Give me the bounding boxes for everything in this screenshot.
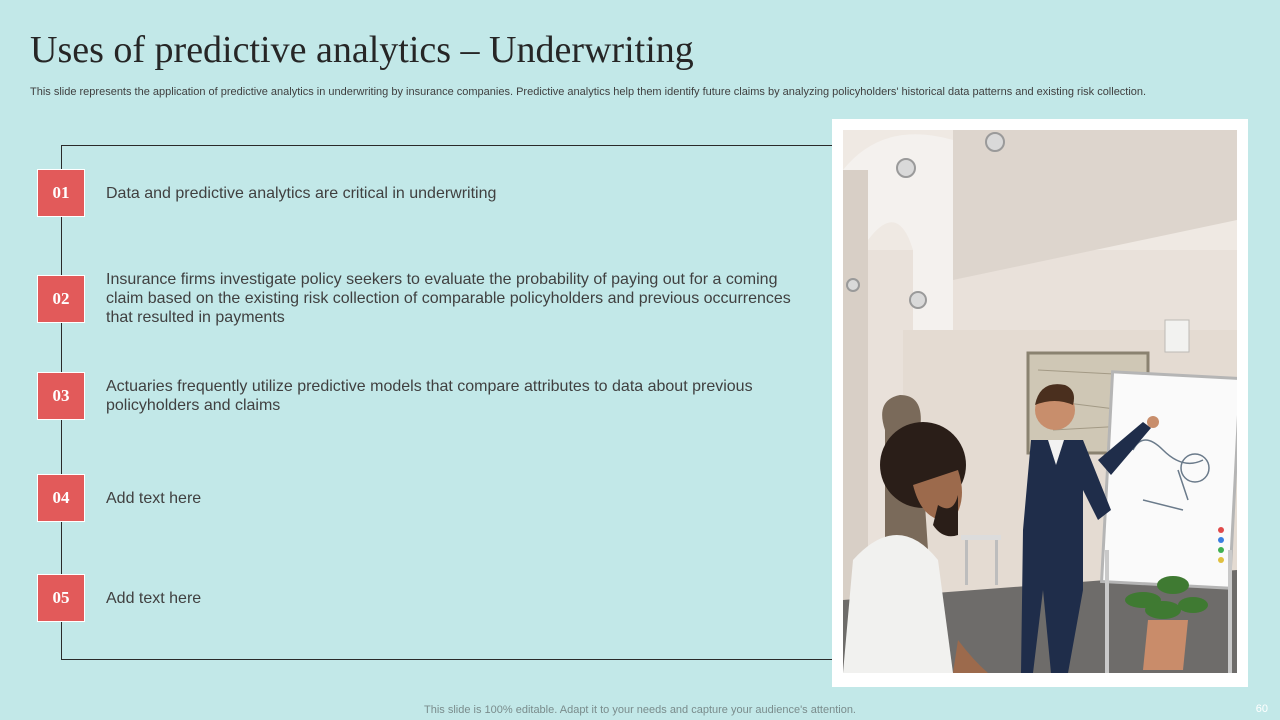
item-text: Data and predictive analytics are critical in underwriting [106,184,497,202]
list-item [37,574,806,622]
item-number-badge: 03 [37,372,85,420]
item-number-badge: 01 [37,169,85,217]
item-text: Insurance firms investigate policy seekers to evaluate the probability of paying out for a coming claim based on the existing risk collection of comparable policyholders and previous occurrences that resulted in payments [106,271,791,326]
slide-footer: This slide is 100% editable. Adapt it to your needs and capture your audience's attention. [424,704,856,716]
photo-frame [832,119,1248,687]
item-text: Add text here [106,589,202,607]
list-item [37,169,806,217]
item-text: Actuaries frequently utilize predictive models that compare attributes to data about previous policyholders and claims [106,378,753,414]
item-number-badge: 04 [37,474,85,522]
slide-title: Uses of predictive analytics – Underwriting [30,29,694,71]
office-presentation-photo [843,130,1237,673]
slide-subtitle: This slide represents the application of predictive analytics in underwriting by insurance companies. Predictive analytics help them identify future claims by analyzing policyholders' historical data patterns and existing risk collection. [30,86,1147,98]
list-item [37,474,806,522]
item-text: Add text here [106,489,202,507]
list-item [37,372,806,420]
page-number: 60 [1255,703,1268,715]
item-number-badge: 02 [37,275,85,323]
list-item [37,270,806,327]
item-number-badge: 05 [37,574,85,622]
